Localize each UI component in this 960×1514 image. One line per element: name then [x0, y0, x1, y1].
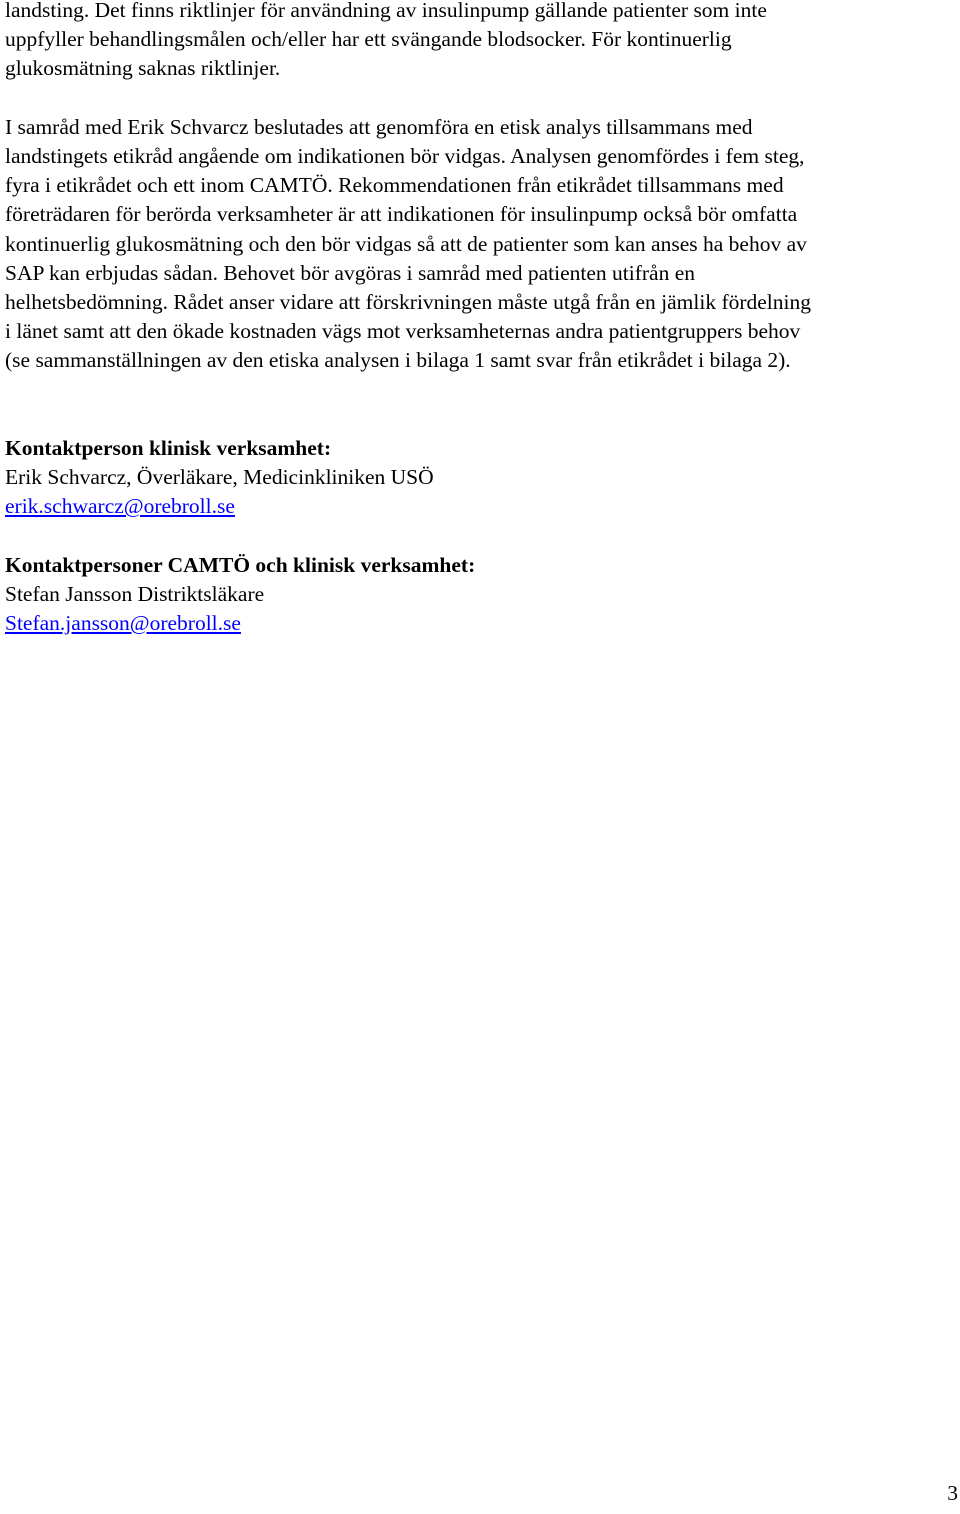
contact-clinical-section — [5, 434, 955, 522]
paragraph-ethical-analysis — [5, 113, 955, 376]
contact-clinical-email-link[interactable]: erik.schwarcz@orebroll.se — [5, 494, 235, 519]
paragraph-spacer — [5, 84, 955, 113]
text-line: landstingets etikråd angående om indikationen bör vidgas. Analysen genomfördes i fem steg, — [5, 143, 805, 168]
text-line: kontinuerlig glukosmätning och den bör vidgas så att de patienter som kan anses ha behov av — [5, 231, 807, 256]
paragraph-guidelines — [5, 0, 955, 84]
text-line: I samråd med Erik Schvarcz beslutades att genomföra en etisk analys tillsammans med — [5, 114, 753, 139]
text-line: SAP kan erbjudas sådan. Behovet bör avgöras i samråd med patienten utifrån en — [5, 260, 695, 285]
section-spacer — [5, 375, 955, 433]
text-line: (se sammanställningen av den etiska analysen i bilaga 1 samt svar från etikrådet i bilaga 2). — [5, 348, 791, 373]
text-line: landsting. Det finns riktlinjer för användning av insulinpump gällande patienter som inte — [5, 0, 767, 22]
text-line: i länet samt att den ökade kostnaden vägs mot verksamheternas andra patientgruppers behov — [5, 319, 801, 344]
text-line: glukosmätning saknas riktlinjer. — [5, 56, 281, 81]
text-line: fyra i etikrådet och ett inom CAMTÖ. Rekommendationen från etikrådet tillsammans med — [5, 173, 784, 198]
text-line: helhetsbedömning. Rådet anser vidare att förskrivningen måste utgå från en jämlik fördelning — [5, 289, 812, 314]
contact-clinical-heading: Kontaktperson klinisk verksamhet: — [5, 435, 332, 460]
contact-camto-section — [5, 551, 955, 639]
document-page — [5, 0, 955, 638]
text-line: företrädaren för berörda verksamheter är att indikationen för insulinpump också bör omfatta — [5, 202, 798, 227]
contact-camto-heading: Kontaktpersoner CAMTÖ och klinisk verksamhet: — [5, 552, 476, 577]
page-number: 3 — [947, 1481, 958, 1505]
contact-clinical-name: Erik Schvarcz, Överläkare, Medicinkliniken USÖ — [5, 465, 434, 490]
contact-camto-name: Stefan Jansson Distriktsläkare — [5, 581, 265, 606]
section-spacer — [5, 521, 955, 550]
contact-camto-email-link[interactable]: Stefan.jansson@orebroll.se — [5, 610, 241, 635]
text-line: uppfyller behandlingsmålen och/eller har ett svängande blodsocker. För kontinuerlig — [5, 27, 732, 52]
